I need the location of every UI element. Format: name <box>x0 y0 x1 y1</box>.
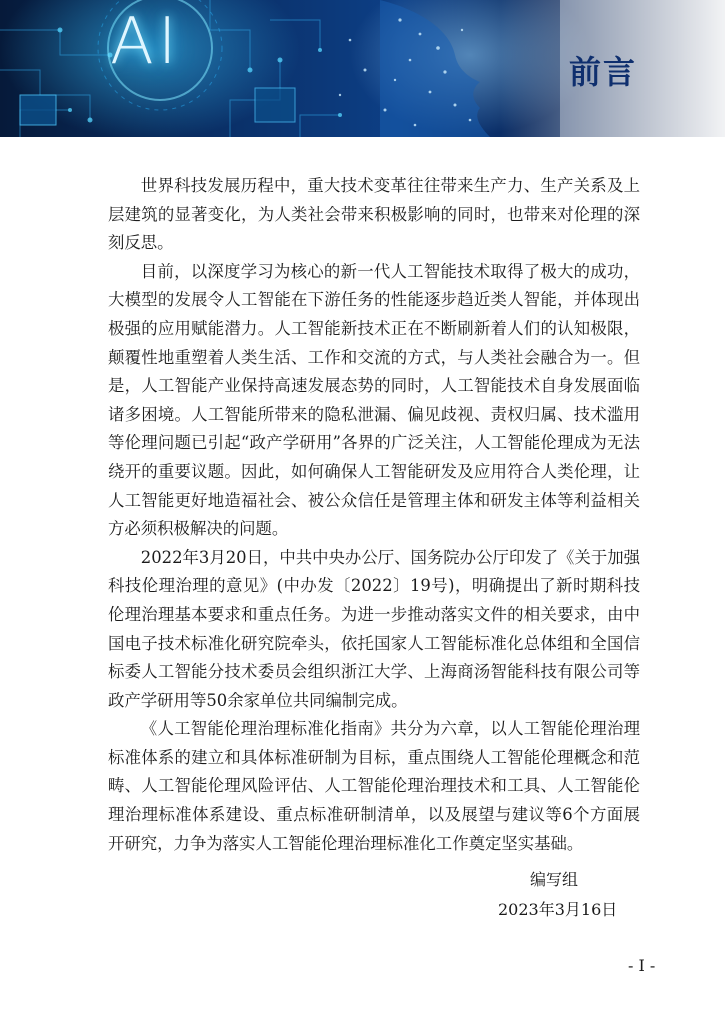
ai-logo-text: AI <box>110 5 181 79</box>
paragraph-3: 2022年3月20日，中共中央办公厅、国务院办公厅印发了《关于加强科技伦理治理的意见》(中办发〔2022〕19号)，明确提出了新时期科技伦理治理基本要求和重点任务。为进一步推动落实文件的相关要求，由中国电子技术标准化研究院牵头，依托国家人工智能标准化总体组和全国信标委人工智能分技术委员会组织浙江大学、上海商汤智能科技有限公司等政产学研用等50余家单位共同编制完成。 <box>108 547 640 710</box>
publish-date: 2023年3月16日 <box>498 900 618 919</box>
preface-body <box>108 172 640 858</box>
header-banner <box>0 0 725 137</box>
page-title: 前言 <box>568 53 637 91</box>
paragraph-2: 目前，以深度学习为核心的新一代人工智能技术取得了极大的成功，大模型的发展令人工智能在下游任务的性能逐步趋近类人智能，并体现出极强的应用赋能潜力。人工智能新技术正在不断刷新着人们的认知极限，颠覆性地重塑着人类生活、工作和交流的方式，与人类社会融合为一。但是，人工智能产业保持高速发展态势的同时，人工智能技术自身发展面临诸多困境。人工智能所带来的隐私泄漏、偏见歧视、责权归属、技术滥用等伦理问题已引起“政产学研用”各界的广泛关注，人工智能伦理成为无法绕开的重要议题。因此，如何确保人工智能研发及应用符合人类伦理，让人工智能更好地造福社会、被公众信任是管理主体和研发主体等利益相关方必须积极解决的问题。 <box>108 261 640 539</box>
page-number: - I - <box>628 956 656 975</box>
paragraph-1: 世界科技发展历程中，重大技术变革往往带来生产力、生产关系及上层建筑的显著变化，为人类社会带来积极影响的同时，也带来对伦理的深刻反思。 <box>108 176 640 253</box>
paragraph-4: 《人工智能伦理治理标准化指南》共分为六章，以人工智能伦理治理标准体系的建立和具体标准研制为目标，重点围绕人工智能伦理概念和范畴、人工智能伦理风险评估、人工智能伦理治理技术和工具、人工智能伦理治理标准体系建设、重点标准研制清单，以及展望与建议等6个方面展开研究，力争为落实人工智能伦理治理标准化工作奠定坚实基础。 <box>108 719 640 853</box>
author-signature: 编写组 <box>530 870 579 889</box>
